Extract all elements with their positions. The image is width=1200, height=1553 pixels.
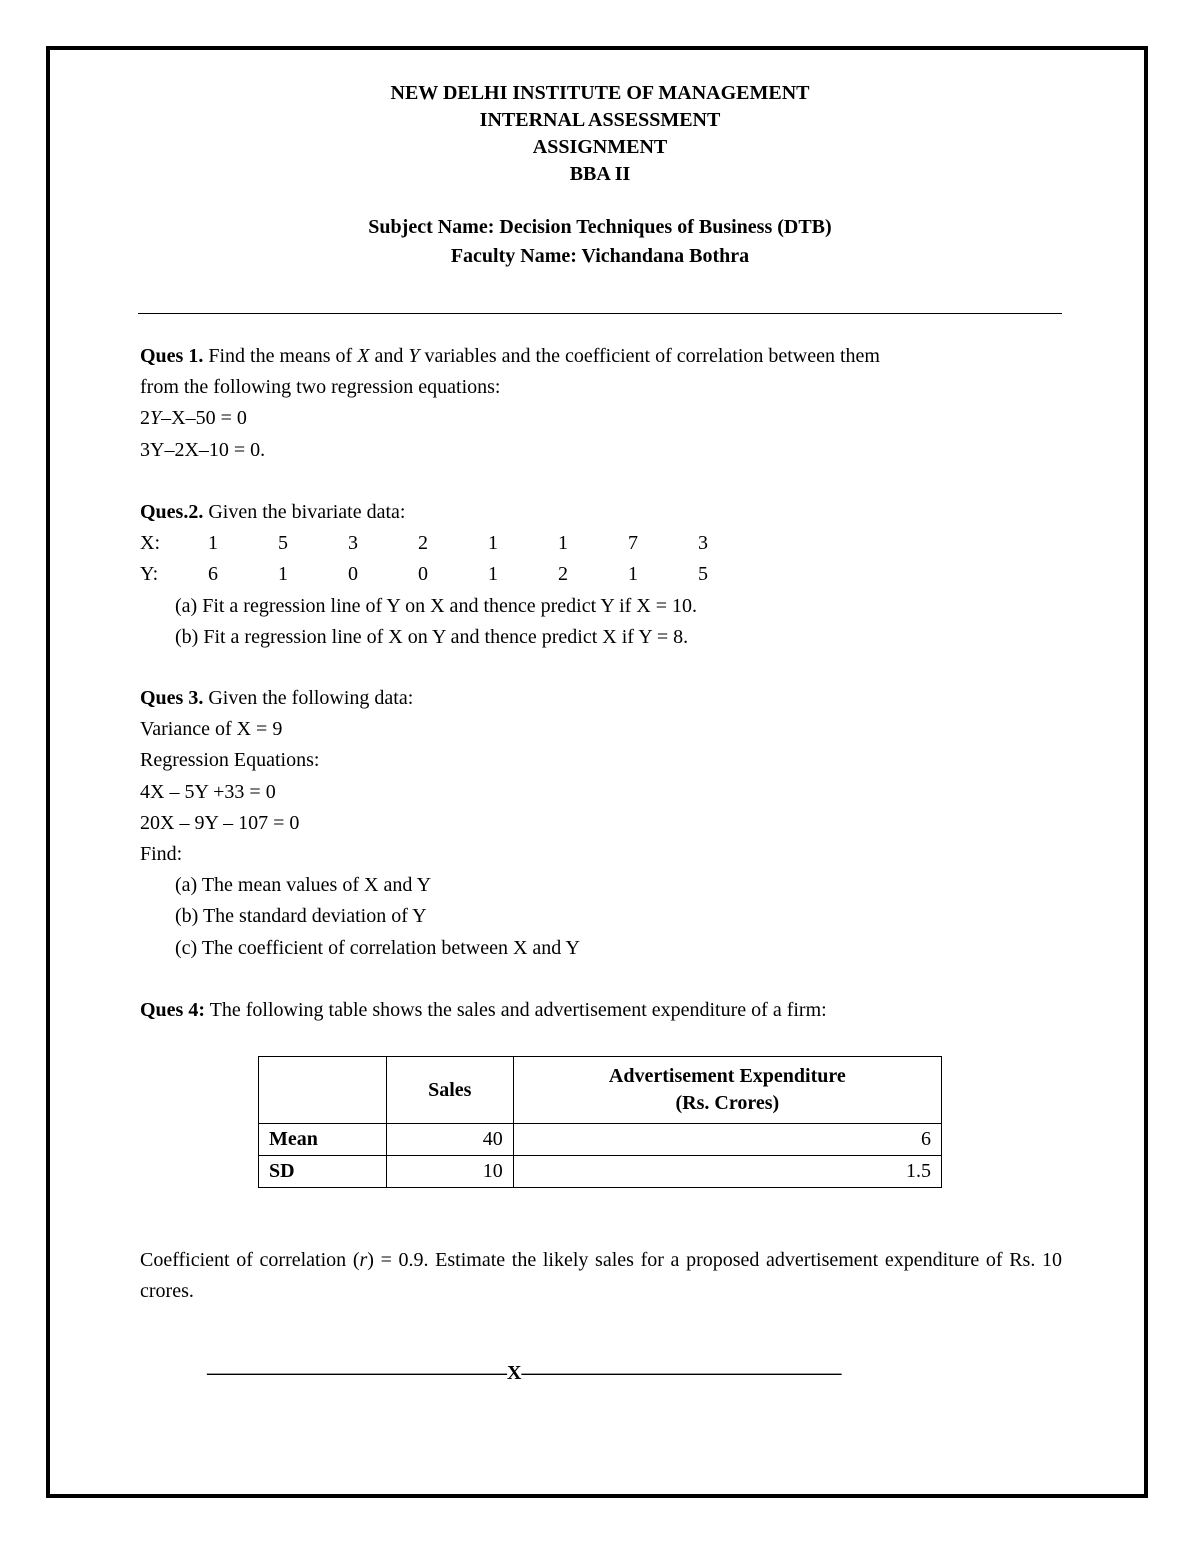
question-3-part-c: (c) The coefficient of correlation between X and Y	[175, 936, 580, 959]
question-3-part-b: (b) The standard deviation of Y	[175, 905, 427, 928]
table-header-sales: Sales	[386, 1057, 513, 1124]
end-marker: ––––––––––––––––––––––––––––––X––––––––––––––––––––––––––––––––	[207, 1362, 842, 1384]
mean-advertisement-value: 6	[513, 1124, 941, 1156]
y-value: 2	[558, 563, 568, 586]
course-name: BBA II	[569, 163, 631, 185]
table-header-advertisement-line2: (Rs. Crores)	[675, 1092, 780, 1114]
table-row	[259, 1124, 942, 1156]
x-value: 3	[698, 532, 708, 555]
question-1	[140, 341, 1062, 466]
question-4	[140, 995, 1062, 1026]
variance-statement: Variance of X = 9	[140, 718, 283, 741]
institute-name: NEW DELHI INSTITUTE OF MANAGEMENT	[390, 82, 810, 104]
row-label-mean: Mean	[259, 1124, 387, 1156]
document-header	[140, 80, 1060, 271]
faculty-name: Faculty Name: Vichandana Bothra	[450, 245, 750, 267]
question-2-text: Given the bivariate data:	[203, 501, 406, 523]
y-value: 1	[278, 563, 288, 586]
y-value: 1	[628, 563, 638, 586]
question-1-equation-2: 3Y–2X–10 = 0.	[140, 438, 266, 461]
question-3-label: Ques 3.	[140, 687, 204, 709]
y-value: 1	[488, 563, 498, 586]
regression-equations-label: Regression Equations:	[140, 749, 320, 772]
question-4-label: Ques 4:	[140, 999, 205, 1021]
question-3-text: Given the following data:	[203, 687, 414, 709]
x-value: 1	[488, 532, 498, 555]
find-label: Find:	[140, 843, 183, 866]
y-value: 5	[698, 563, 708, 586]
y-row-label: Y:	[140, 563, 159, 586]
x-value: 5	[278, 532, 288, 555]
question-2-part-b: (b) Fit a regression line of X on Y and thence predict X if Y = 8.	[175, 625, 689, 648]
table-header-row	[259, 1057, 942, 1124]
x-value: 2	[418, 532, 428, 555]
x-row-label: X:	[140, 532, 160, 555]
x-value: 1	[558, 532, 568, 555]
table-header-advertisement-line1: Advertisement Expenditure	[608, 1065, 846, 1087]
question-3-equation-2: 20X – 9Y – 107 = 0	[140, 811, 300, 834]
question-3	[140, 683, 1062, 964]
question-3-part-a: (a) The mean values of X and Y	[175, 874, 432, 897]
mean-sales-value: 40	[386, 1124, 513, 1156]
question-4-text: The following table shows the sales and advertisement expenditure of a firm:	[205, 999, 827, 1021]
bivariate-x-row	[140, 528, 1062, 559]
question-1-text-line2: from the following two regression equations:	[140, 376, 501, 399]
question-4-closing-text: Coefficient of correlation (r) = 0.9. Estimate the likely sales for a proposed advertisement expenditure of Rs. 10 crores.	[140, 1249, 1062, 1303]
table-header-advertisement	[513, 1057, 941, 1124]
subject-name: Subject Name: Decision Techniques of Business (DTB)	[368, 216, 832, 238]
row-label-sd: SD	[259, 1156, 387, 1188]
sd-sales-value: 10	[386, 1156, 513, 1188]
sd-advertisement-value: 1.5	[513, 1156, 941, 1188]
y-value: 6	[208, 563, 218, 586]
assignment-title: ASSIGNMENT	[532, 136, 668, 158]
question-1-text-line1: Find the means of X and Y variables and the coefficient of correlation between them	[203, 345, 880, 367]
table-header-empty	[259, 1057, 387, 1124]
x-value: 3	[348, 532, 358, 555]
table-row	[259, 1156, 942, 1188]
y-value: 0	[348, 563, 358, 586]
question-1-equation-1: 2Y–X–50 = 0	[140, 407, 247, 430]
question-3-equation-1: 4X – 5Y +33 = 0	[140, 780, 276, 803]
header-divider	[138, 313, 1062, 314]
x-value: 7	[628, 532, 638, 555]
bivariate-y-row	[140, 559, 1062, 590]
question-4-closing	[140, 1245, 1062, 1307]
y-value: 0	[418, 563, 428, 586]
question-2-part-a: (a) Fit a regression line of Y on X and thence predict Y if X = 10.	[175, 594, 698, 617]
question-1-label: Ques 1.	[140, 345, 204, 367]
sales-advertisement-table	[258, 1056, 942, 1188]
question-2-label: Ques.2.	[140, 501, 204, 523]
assessment-title: INTERNAL ASSESSMENT	[479, 109, 721, 131]
question-2	[140, 497, 1062, 653]
x-value: 1	[208, 532, 218, 555]
